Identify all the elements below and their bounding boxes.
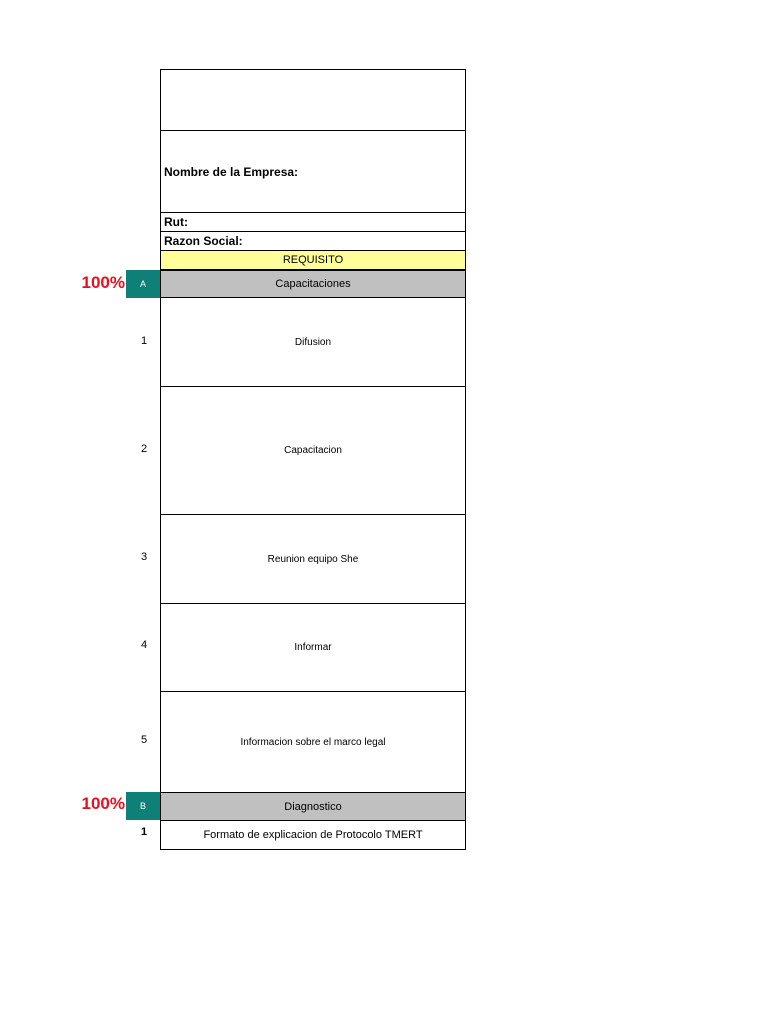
logo-cell <box>160 69 466 131</box>
item-b1-text: Formato de explicacion de Protocolo TMERT <box>160 820 466 850</box>
requisito-header: REQUISITO <box>160 250 466 270</box>
item-a2-text: Capacitacion <box>160 386 466 515</box>
item-a5-text: Informacion sobre el marco legal <box>160 691 466 793</box>
section-a-percent: 100% <box>81 273 125 292</box>
item-a4-text: Informar <box>160 603 466 692</box>
section-b-percent: 100% <box>81 794 125 813</box>
item-b1-number: 1 <box>140 826 148 838</box>
item-a2-number: 2 <box>140 443 148 455</box>
section-a-title: Capacitaciones <box>160 270 466 298</box>
razon-social-label: Razon Social: <box>160 231 466 251</box>
rut-label: Rut: <box>160 212 466 232</box>
empresa-label: Nombre de la Empresa: <box>160 130 466 213</box>
item-a1-number: 1 <box>140 335 148 347</box>
section-a-letter: A <box>126 270 160 298</box>
section-b-letter: B <box>126 792 160 820</box>
section-b-title: Diagnostico <box>160 792 466 821</box>
item-a5-number: 5 <box>140 734 148 746</box>
item-a3-text: Reunion equipo She <box>160 514 466 604</box>
item-a3-number: 3 <box>140 551 148 563</box>
item-a4-number: 4 <box>140 639 148 651</box>
item-a1-text: Difusion <box>160 297 466 387</box>
